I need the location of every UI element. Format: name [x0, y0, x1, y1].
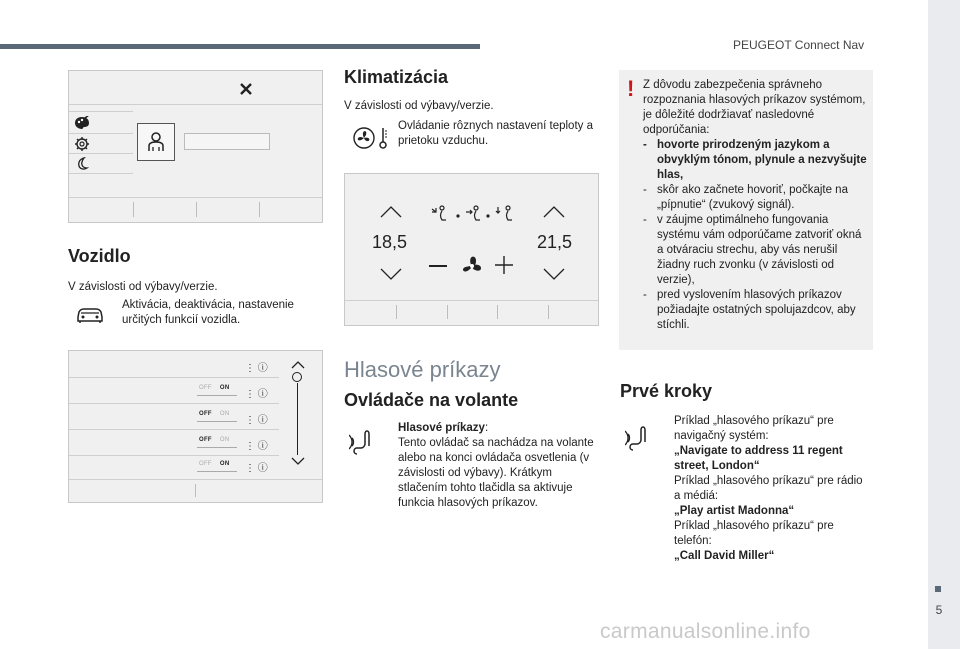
- info-icon: ⋮ ⓘ: [245, 389, 268, 400]
- toggle-switch: OFF ON: [199, 385, 230, 391]
- page-marker: [935, 586, 941, 592]
- toggle-switch: OFF ON: [199, 461, 230, 467]
- prve-kroky-title: Prvé kroky: [620, 381, 713, 401]
- warning-icon: !: [627, 76, 635, 101]
- example-command: „Play artist Madonna“: [674, 505, 795, 517]
- scroll-down-icon: [291, 457, 305, 465]
- user-icon: [146, 131, 166, 153]
- close-icon: [239, 82, 253, 96]
- scroll-up-icon: [291, 361, 305, 369]
- prve-kroky-body: Príklad „hlasového príkazu“ pre navigačný systém: „Navigate to address 11 regent street, London“ Príklad „hlasového príkazu“ pre rádio a médiá: „Play artist Madonna“ Príklad „hlasového príkazu“ pre telefón: „Call David Miller“: [674, 414, 866, 564]
- palette-icon: [74, 116, 90, 130]
- fan-icon: [352, 124, 392, 152]
- hlasove-body: Hlasové príkazy: Tento ovládač sa nachádza na volante alebo na konci ovládača osvetlenia (v závislosti od výbavy). Krátkym stlačením tohto tlačidla sa aktivuje funkcia hlasových príkazov.: [398, 422, 594, 509]
- klimatizacia-intro: V závislosti od výbavy/verzie.: [344, 100, 494, 112]
- fan-increase-icon: [495, 256, 513, 274]
- fan-speed-icon: [458, 252, 486, 280]
- vehicle-functions-screen-illustration: [68, 350, 323, 503]
- page-sidebar: [928, 0, 960, 649]
- hlasove-label: Hlasové príkazy: [398, 422, 485, 434]
- header-bar: [0, 44, 480, 49]
- settings-screen-illustration: [68, 70, 323, 223]
- fan-decrease-icon: [429, 265, 447, 267]
- page-number: 5: [935, 603, 943, 617]
- info-icon: ⋮ ⓘ: [245, 415, 268, 426]
- moon-icon: [75, 157, 89, 171]
- hlasove-title: Hlasové príkazy: [344, 357, 501, 382]
- temp-down-icon: [543, 268, 565, 280]
- warning-item: - hovorte prirodzeným jazykom a obvyklým tónom, plynule a nezvyšujte hlas,: [643, 138, 867, 183]
- vozidlo-title: Vozidlo: [68, 246, 131, 266]
- temp-down-icon: [380, 268, 402, 280]
- profile-button-illustration: [137, 123, 175, 161]
- vozidlo-description: Aktivácia, deaktivácia, nastavenie určitých funkcií vozidla.: [122, 299, 294, 326]
- voice-command-icon: [349, 424, 381, 456]
- toggle-switch: OFF ON: [199, 411, 230, 417]
- warning-item: - pred vyslovením hlasových príkazov požiadajte ostatných spolujazdcov, aby stíchli.: [643, 288, 867, 333]
- vozidlo-intro: V závislosti od výbavy/verzie.: [68, 281, 218, 293]
- temperature-right: 21,5: [537, 232, 573, 252]
- example-command: „Call David Miller“: [674, 550, 775, 562]
- toggle-switch: OFF ON: [199, 437, 230, 443]
- example-command: „Navigate to address 11 regent street, London“: [674, 445, 843, 472]
- hlasove-subtitle: Ovládače na volante: [344, 390, 519, 410]
- car-icon: [75, 303, 105, 325]
- temp-up-icon: [543, 206, 565, 218]
- warning-item: - skôr ako začnete hovoriť, počkajte na „pípnutie“ (zvukový signál).: [643, 183, 867, 213]
- scrollbar-thumb: [292, 372, 302, 382]
- temperature-left: 18,5: [372, 232, 408, 252]
- info-icon: ⋮ ⓘ: [245, 363, 268, 374]
- airflow-direction-icons: [430, 204, 520, 224]
- warning-item: - v záujme optimálneho fungovania systému vám odporúčame zatvoriť okná a otváraciu strechu, aby vás nerušil žiadny ruch zvonku (v závislosti od verzie),: [643, 213, 867, 288]
- warning-intro: Z dôvodu zabezpečenia správneho rozpoznania hlasových príkazov systémom, je dôležité dodržiavať nasledovné odporúčania:: [643, 79, 866, 136]
- hlasove-text: Tento ovládač sa nachádza na volante alebo na konci ovládača osvetlenia (v závislosti od výbavy). Krátkym stlačením tohto tlačidla sa aktivuje funkcia hlasových príkazov.: [398, 437, 594, 509]
- settings-icon: [74, 136, 90, 152]
- header-title: PEUGEOT Connect Nav: [733, 38, 865, 52]
- climate-screen-illustration: [344, 173, 599, 326]
- warning-box: [619, 70, 873, 350]
- warning-list: [643, 138, 867, 333]
- info-icon: ⋮ ⓘ: [245, 463, 268, 474]
- klimatizacia-title: Klimatizácia: [344, 67, 449, 87]
- voice-command-icon: [625, 420, 657, 452]
- temp-up-icon: [380, 206, 402, 218]
- klimatizacia-description: Ovládanie rôznych nastavení teploty a prietoku vzduchu.: [398, 120, 593, 147]
- info-icon: ⋮ ⓘ: [245, 441, 268, 452]
- watermark: carmanualsonline.info: [600, 620, 811, 643]
